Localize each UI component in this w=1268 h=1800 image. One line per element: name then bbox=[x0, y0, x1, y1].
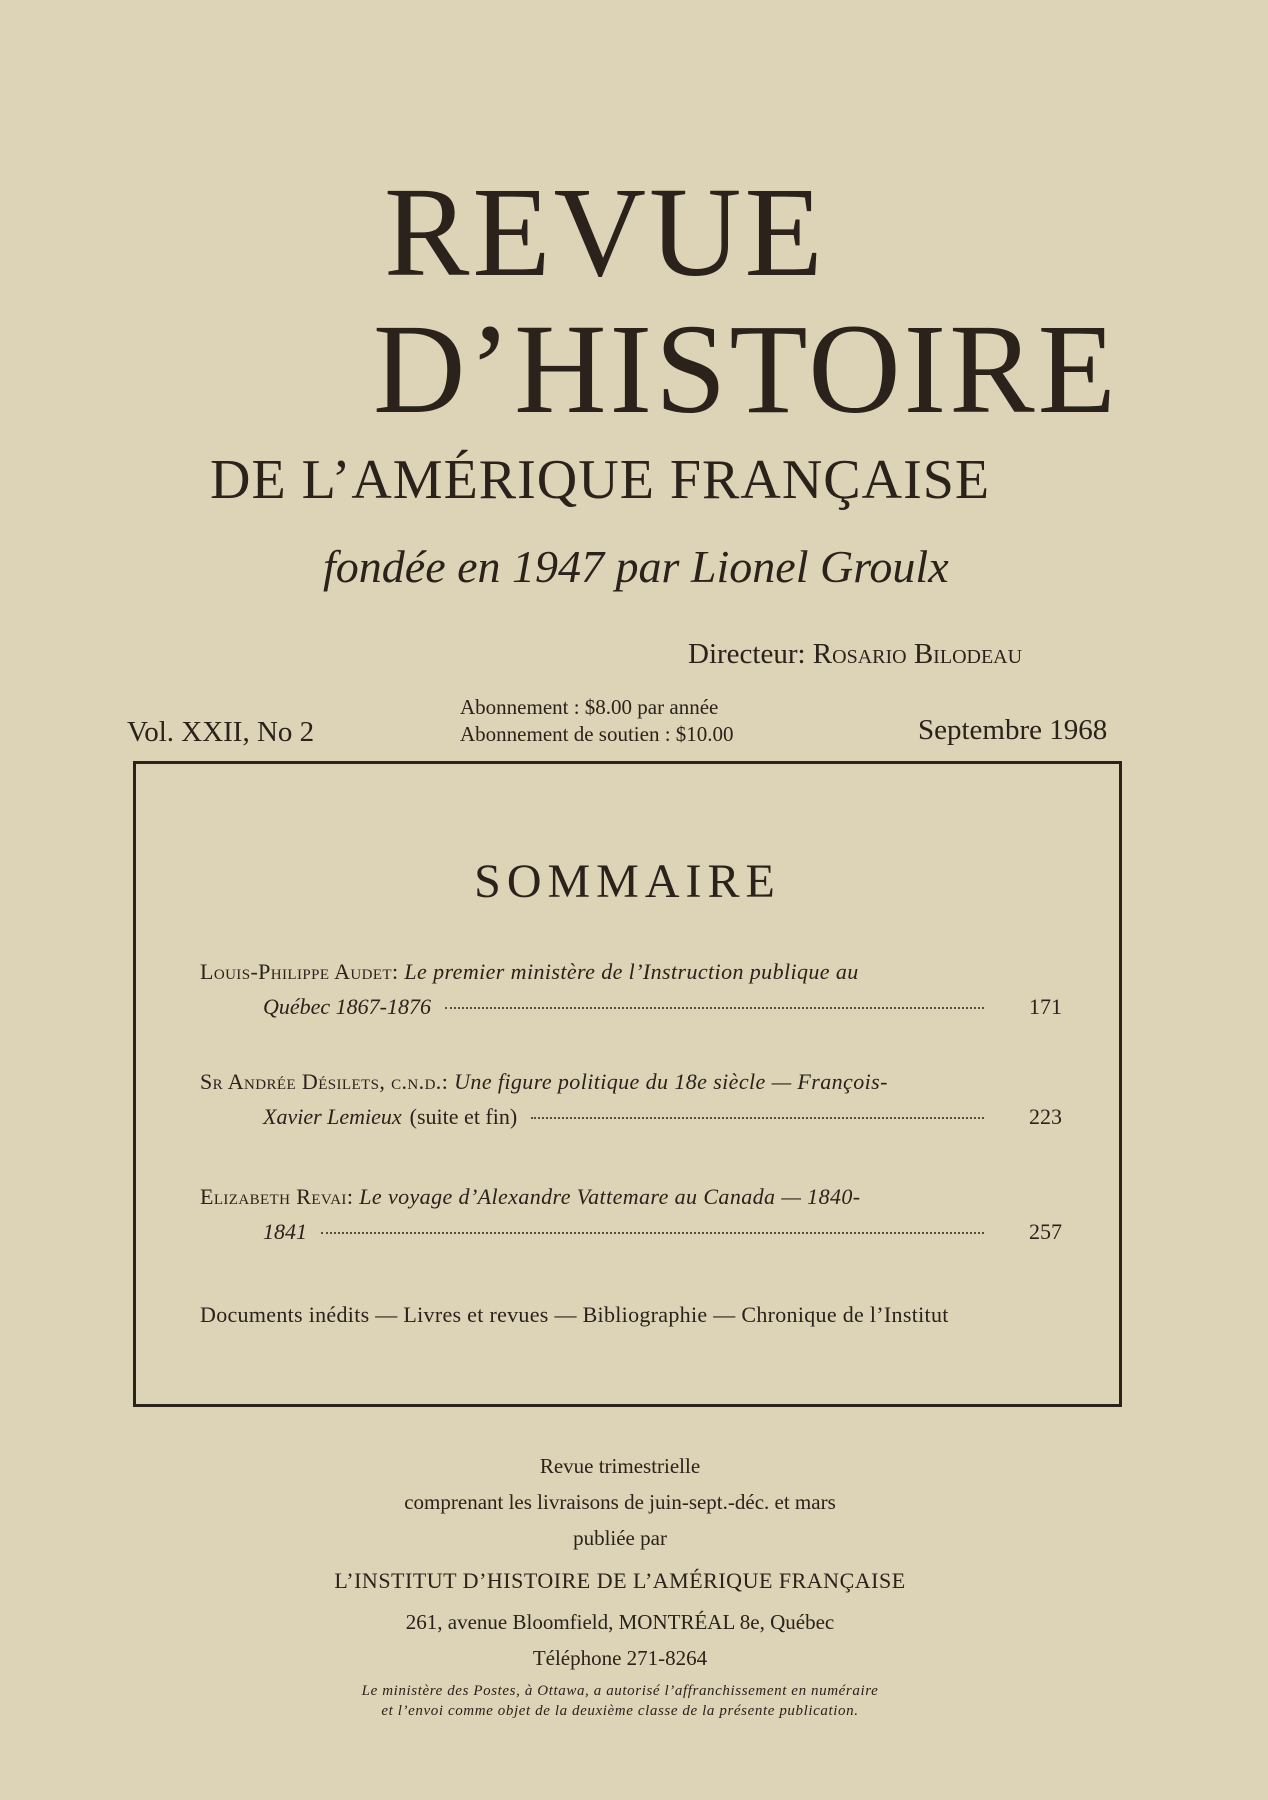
toc-dot-leader bbox=[321, 1232, 984, 1234]
publisher-phone: Téléphone 271-8264 bbox=[532, 1646, 708, 1670]
toc-article-title: Une figure politique du 18e siècle — François- bbox=[454, 1069, 888, 1094]
director-label: Directeur: bbox=[688, 638, 806, 670]
toc-entry bbox=[200, 959, 1062, 1020]
toc-article-title-continued: Xavier Lemieux bbox=[263, 1104, 402, 1129]
publisher-address: 261, avenue Bloomfield, MONTRÉAL 8e, Québec bbox=[405, 1610, 835, 1634]
toc-page-number: 257 bbox=[1029, 1219, 1062, 1244]
toc-article-title: Le voyage d’Alexandre Vattemare au Canada — 1840- bbox=[359, 1184, 861, 1209]
subscription-price: Abonnement : $8.00 par année bbox=[460, 695, 719, 719]
support-subscription-price: Abonnement de soutien : $10.00 bbox=[460, 722, 734, 746]
toc-dot-leader bbox=[445, 1007, 984, 1009]
toc-entry bbox=[200, 1184, 1062, 1245]
toc-article-note: (suite et fin) bbox=[409, 1104, 518, 1129]
publisher-intro: publiée par bbox=[573, 1526, 667, 1550]
toc-page-number: 223 bbox=[1029, 1104, 1062, 1129]
publication-frequency: Revue trimestrielle bbox=[539, 1454, 701, 1478]
issue-date: Septembre 1968 bbox=[918, 714, 1108, 746]
postal-notice-line1: Le ministère des Postes, à Ottawa, a autorisé l’affranchissement en numéraire bbox=[361, 1683, 879, 1699]
toc-article-title-continued: 1841 bbox=[263, 1219, 307, 1244]
toc-entry bbox=[200, 1069, 1062, 1130]
journal-title-line2: D’HISTOIRE bbox=[373, 298, 1119, 440]
volume-number: Vol. XXII, No 2 bbox=[127, 716, 315, 748]
subscription-info bbox=[460, 694, 734, 748]
journal-title-line3: DE L’AMÉRIQUE FRANÇAISE bbox=[210, 449, 991, 511]
table-of-contents-box bbox=[133, 761, 1122, 1407]
publisher-name: L’INSTITUT D’HISTOIRE DE L’AMÉRIQUE FRANÇAISE bbox=[334, 1568, 906, 1593]
publication-schedule: comprenant les livraisons de juin-sept.-déc. et mars bbox=[404, 1490, 836, 1514]
journal-title-line1: REVUE bbox=[384, 161, 826, 303]
postal-notice bbox=[0, 1681, 1240, 1721]
director-name: Rosario Bilodeau bbox=[812, 638, 1023, 670]
toc-sections-list: Documents inédits — Livres et revues — Bibliographie — Chronique de l’Institut bbox=[200, 1302, 949, 1327]
toc-article-title-continued: Québec 1867-1876 bbox=[263, 994, 432, 1019]
table-of-contents-title: SOMMAIRE bbox=[474, 855, 781, 908]
postal-notice-line2: et l’envoi comme objet de la deuxième classe de la présente publication. bbox=[381, 1703, 859, 1719]
toc-dot-leader bbox=[531, 1117, 984, 1119]
toc-article-title: Le premier ministère de l’Instruction publique au bbox=[404, 959, 859, 984]
toc-page-number: 171 bbox=[1029, 994, 1062, 1019]
founded-line: fondée en 1947 par Lionel Groulx bbox=[323, 541, 949, 592]
toc-author: Sr Andrée Désilets, c.n.d.: bbox=[200, 1069, 449, 1094]
toc-author: Elizabeth Revai: bbox=[200, 1184, 354, 1209]
toc-author: Louis-Philippe Audet: bbox=[200, 959, 399, 984]
director-line bbox=[688, 640, 1022, 669]
